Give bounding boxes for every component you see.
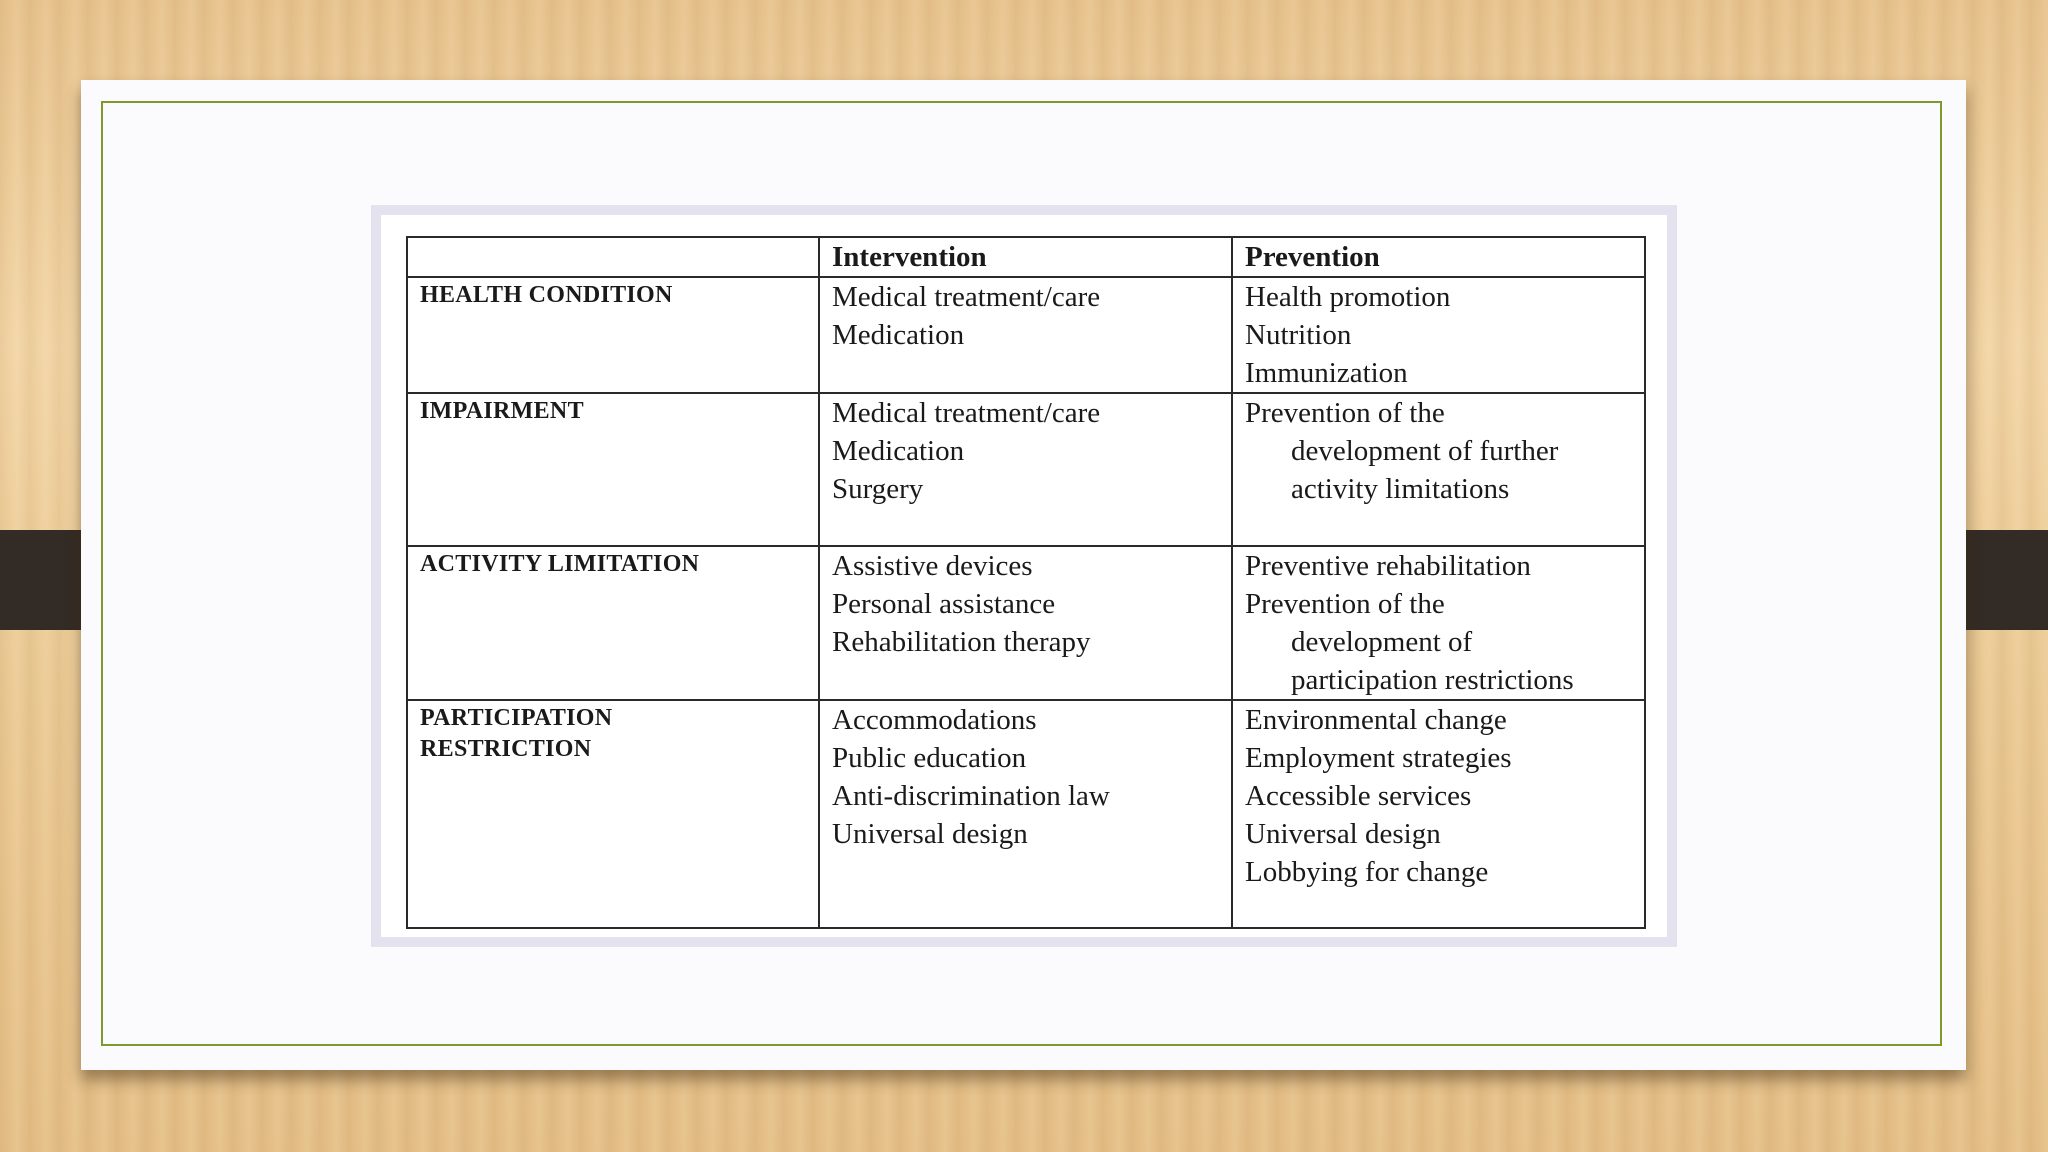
row-label-line: PARTICIPATION (420, 705, 613, 731)
list-item: Rehabilitation therapy (832, 626, 1091, 658)
list-item: Medical treatment/care (832, 281, 1101, 313)
list-item: Immunization (1245, 357, 1408, 389)
prevention-cell (1232, 393, 1645, 546)
list-item: Prevention of the (1245, 397, 1445, 429)
list-item: Prevention of the (1245, 588, 1445, 620)
header-prevention: Prevention (1232, 237, 1645, 277)
intervention-cell (819, 546, 1232, 700)
row-label-activity-limitation: ACTIVITY LIMITATION (407, 546, 819, 700)
table-row (407, 700, 1645, 928)
header-empty (407, 237, 819, 277)
table-row (407, 393, 1645, 546)
list-item: Accommodations (832, 704, 1037, 736)
table-image-frame (371, 205, 1677, 947)
list-item: participation restrictions (1291, 664, 1574, 696)
intervention-prevention-table (406, 236, 1646, 929)
list-item: development of further (1291, 435, 1559, 467)
list-item: Anti-discrimination law (832, 780, 1110, 812)
list-item: Surgery (832, 473, 924, 505)
prevention-cell (1232, 277, 1645, 393)
list-item: Nutrition (1245, 319, 1352, 351)
list-item: Preventive rehabilitation (1245, 550, 1531, 582)
intervention-cell (819, 393, 1232, 546)
list-item: Employment strategies (1245, 742, 1512, 774)
prevention-cell (1232, 546, 1645, 700)
intervention-cell (819, 277, 1232, 393)
table-row (407, 546, 1645, 700)
list-item: activity limitations (1291, 473, 1510, 505)
list-item: Public education (832, 742, 1027, 774)
list-item: Personal assistance (832, 588, 1056, 620)
list-item: Health promotion (1245, 281, 1451, 313)
row-label-line: RESTRICTION (420, 736, 592, 762)
table-image (381, 215, 1667, 937)
list-item: Universal design (832, 818, 1028, 850)
row-label-health-condition: HEALTH CONDITION (407, 277, 819, 393)
list-item: Medication (832, 319, 965, 351)
table-row (407, 277, 1645, 393)
intervention-cell (819, 700, 1232, 928)
list-item: Assistive devices (832, 550, 1033, 582)
list-item: Accessible services (1245, 780, 1472, 812)
prevention-cell (1232, 700, 1645, 928)
header-intervention: Intervention (819, 237, 1232, 277)
list-item: development of (1291, 626, 1473, 658)
list-item: Environmental change (1245, 704, 1507, 736)
list-item: Lobbying for change (1245, 856, 1489, 888)
list-item: Universal design (1245, 818, 1441, 850)
list-item: Medical treatment/care (832, 397, 1101, 429)
row-label-participation-restriction (407, 700, 819, 928)
table-header-row (407, 237, 1645, 277)
row-label-impairment: IMPAIRMENT (407, 393, 819, 546)
list-item: Medication (832, 435, 965, 467)
